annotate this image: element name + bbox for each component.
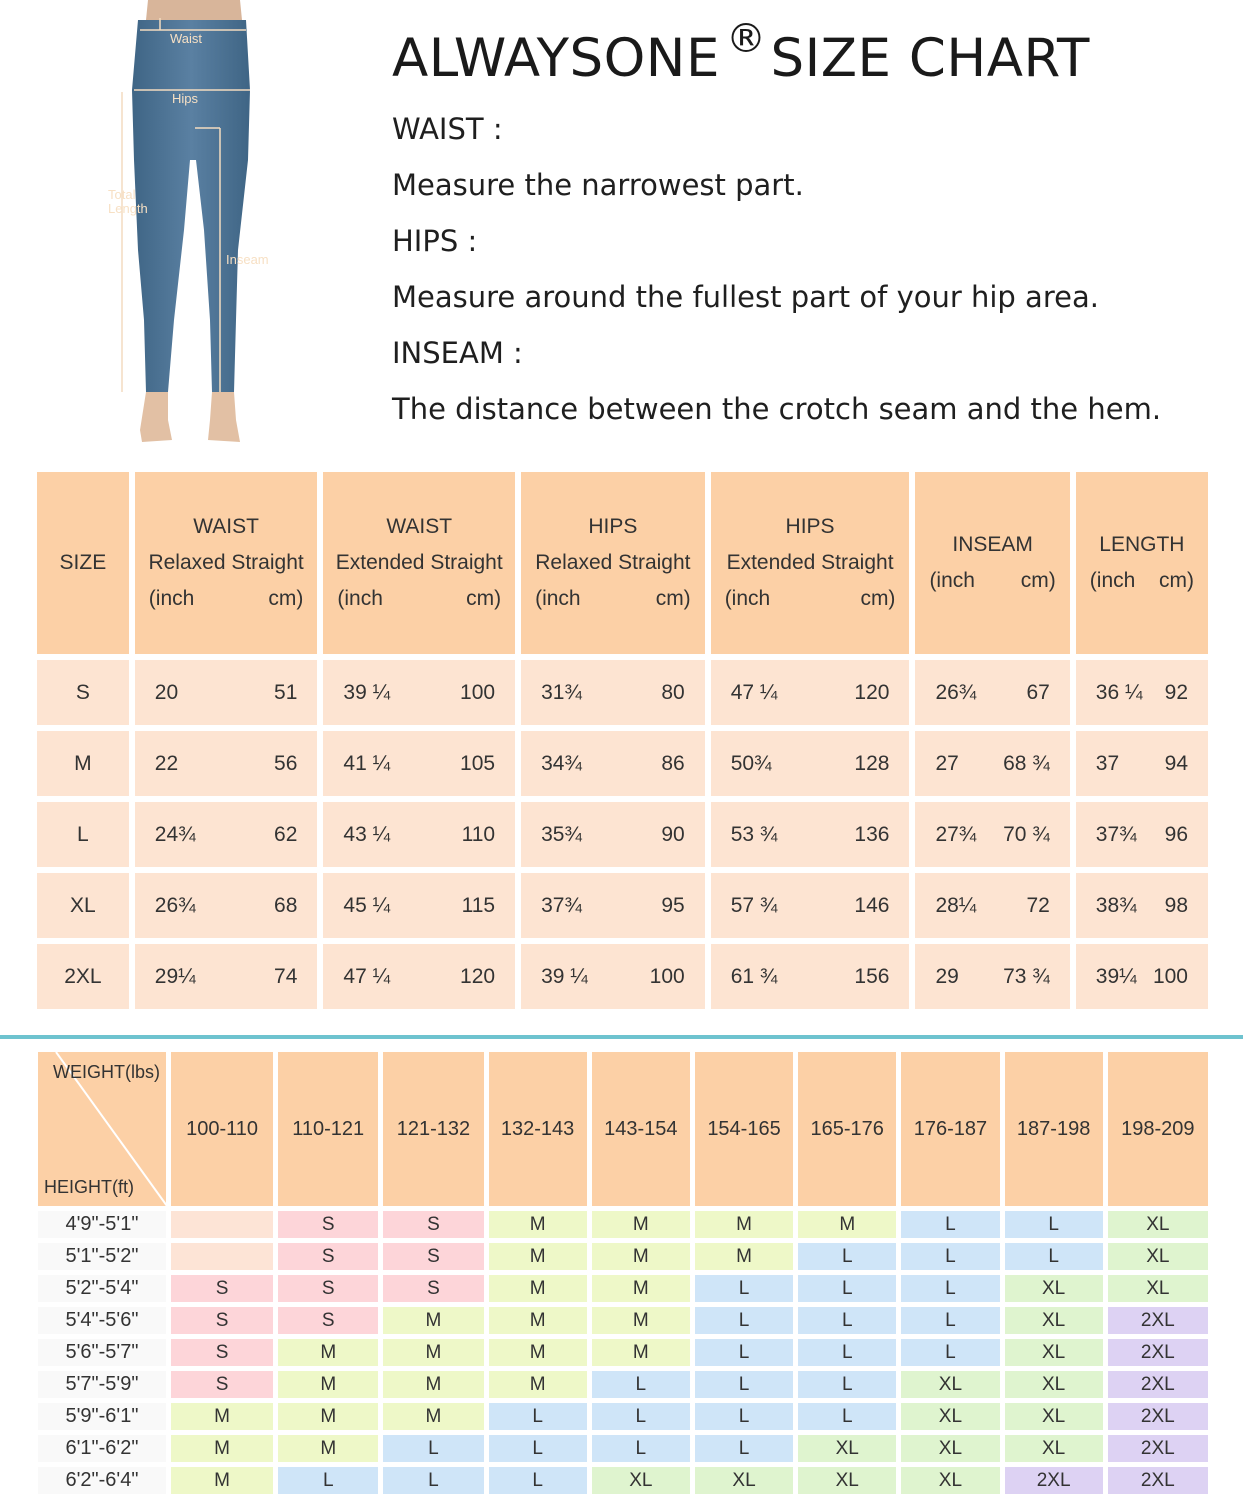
height-label: 5'2"-5'4" <box>38 1275 166 1302</box>
size-recommendation-cell: M <box>489 1243 587 1270</box>
size-recommendation-cell: XL <box>901 1371 999 1398</box>
size-recommendation-cell: XL <box>798 1467 896 1494</box>
inch-value: 29 <box>935 964 959 988</box>
cm-value: 90 <box>661 822 685 846</box>
size-recommendation-cell: L <box>383 1467 483 1494</box>
measurement-row <box>37 731 1208 796</box>
size-recommendation-cell: M <box>278 1339 378 1366</box>
header-waist-relaxed: WAIST Relaxed Straight (inch cm) <box>135 472 318 654</box>
inch-value: 37 <box>1095 751 1120 775</box>
weight-header: 132-143 <box>489 1052 587 1206</box>
cm-value: 110 <box>461 822 496 846</box>
weight-header: 154-165 <box>695 1052 793 1206</box>
measurement-cell <box>711 944 910 1009</box>
height-label: 6'2"-6'4" <box>38 1467 166 1494</box>
weight-header-row <box>38 1052 1208 1206</box>
size-recommendation-cell: XL <box>901 1435 999 1462</box>
measurement-cell <box>323 873 515 938</box>
height-label: 4'9"-5'1" <box>38 1211 166 1238</box>
measurement-cell <box>1076 802 1208 867</box>
cm-value: 74 <box>274 964 298 988</box>
size-recommendation-cell: L <box>383 1435 483 1462</box>
measurement-cell <box>135 873 318 938</box>
hips-label: HIPS : <box>392 224 478 258</box>
cm-value: 68 ¾ <box>1003 751 1050 775</box>
cm-value: 94 <box>1164 751 1188 775</box>
size-recommendation-cell: M <box>695 1211 793 1238</box>
header-length: LENGTH (inch cm) <box>1076 472 1208 654</box>
inch-value: 41 ¼ <box>343 751 391 775</box>
inch-value: 26¾ <box>935 680 977 704</box>
size-recommendation-cell: L <box>695 1371 793 1398</box>
inseam-figure-label: Inseam <box>226 252 269 267</box>
inch-value: 50¾ <box>730 751 772 775</box>
measurement-row <box>37 802 1208 867</box>
inch-value: 29¼ <box>154 964 196 988</box>
inch-value: 36 ¼ <box>1095 680 1143 704</box>
left-foot <box>140 392 172 442</box>
cm-value: 136 <box>854 822 890 846</box>
size-recommendation-cell: L <box>592 1403 690 1430</box>
height-label: 5'4"-5'6" <box>38 1307 166 1334</box>
height-row <box>38 1307 1208 1334</box>
height-row <box>38 1243 1208 1270</box>
size-recommendation-cell: L <box>798 1275 896 1302</box>
height-row <box>38 1371 1208 1398</box>
inch-value: 57 ¾ <box>730 893 778 917</box>
size-recommendation-cell: 2XL <box>1108 1435 1208 1462</box>
weight-header: 143-154 <box>592 1052 690 1206</box>
size-recommendation-cell: S <box>278 1275 378 1302</box>
measurement-table <box>37 472 1208 1022</box>
size-recommendation-cell: XL <box>1005 1371 1103 1398</box>
size-recommendation-cell: M <box>383 1339 483 1366</box>
height-label: 5'7"-5'9" <box>38 1371 166 1398</box>
inch-value: 34¾ <box>541 751 582 775</box>
inch-value: 27 <box>935 751 959 775</box>
size-recommendation-cell: M <box>592 1243 690 1270</box>
size-recommendation-cell: 2XL <box>1108 1307 1208 1334</box>
height-label: 5'1"-5'2" <box>38 1243 166 1270</box>
size-recommendation-cell: M <box>489 1275 587 1302</box>
inch-value: 37¾ <box>541 893 582 917</box>
size-recommendation-cell: L <box>592 1435 690 1462</box>
cm-value: 120 <box>854 680 890 704</box>
cm-value: 86 <box>661 751 685 775</box>
cm-value: 146 <box>854 893 890 917</box>
cm-value: 62 <box>274 822 298 846</box>
size-recommendation-cell: L <box>798 1339 896 1366</box>
size-recommendation-cell: M <box>695 1243 793 1270</box>
size-recommendation-cell: XL <box>1005 1403 1103 1430</box>
size-recommendation-cell: L <box>1005 1243 1103 1270</box>
inch-value: 39¼ <box>1095 964 1137 988</box>
size-recommendation-cell: 2XL <box>1108 1403 1208 1430</box>
size-recommendation-cell: M <box>592 1211 690 1238</box>
right-foot <box>208 392 240 442</box>
cm-value: 115 <box>461 893 496 917</box>
weight-axis-label: WEIGHT(lbs) <box>52 1062 160 1082</box>
inch-value: 38¾ <box>1095 893 1137 917</box>
measurement-row <box>37 944 1208 1009</box>
size-recommendation-cell: XL <box>1005 1275 1103 1302</box>
waist-label: WAIST : <box>392 112 503 146</box>
size-recommendation-cell: L <box>489 1435 587 1462</box>
inch-value: 45 ¼ <box>343 893 391 917</box>
size-recommendation-cell: S <box>383 1275 483 1302</box>
cm-value: 100 <box>1152 964 1188 988</box>
size-recommendation-cell: M <box>278 1435 378 1462</box>
size-recommendation-cell: L <box>798 1371 896 1398</box>
size-recommendation-grid <box>38 1052 1208 1494</box>
size-recommendation-cell: S <box>383 1211 483 1238</box>
inch-value: 47 ¼ <box>343 964 391 988</box>
cm-value: 156 <box>854 964 890 988</box>
waist-figure-label: Waist <box>170 31 203 46</box>
torso-skin <box>146 0 242 20</box>
size-recommendation-cell: S <box>278 1211 378 1238</box>
section-divider <box>0 1035 1243 1039</box>
inch-value: 39 ¼ <box>541 964 588 988</box>
size-recommendation-cell: L <box>901 1307 999 1334</box>
size-recommendation-cell: M <box>171 1467 273 1494</box>
cm-value: 95 <box>661 893 685 917</box>
weight-header: 110-121 <box>278 1052 378 1206</box>
size-recommendation-cell: XL <box>901 1403 999 1430</box>
size-cell: M <box>37 731 129 796</box>
height-label: 6'1"-6'2" <box>38 1435 166 1462</box>
measurement-cell <box>1076 873 1208 938</box>
size-recommendation-cell: M <box>592 1307 690 1334</box>
size-recommendation-cell <box>171 1243 273 1270</box>
measurement-cell <box>323 660 515 725</box>
measurement-cell <box>135 802 318 867</box>
header-hips-extended: HIPS Extended Straight (inch cm) <box>711 472 910 654</box>
inch-value: 43 ¼ <box>343 822 391 846</box>
size-recommendation-cell: M <box>278 1403 378 1430</box>
size-recommendation-cell: XL <box>901 1467 999 1494</box>
measurement-cell <box>323 802 515 867</box>
cm-value: 56 <box>274 751 298 775</box>
weight-header: 165-176 <box>798 1052 896 1206</box>
measurement-cell <box>915 660 1069 725</box>
brand-name: ALWAYSONE <box>392 28 720 89</box>
inseam-instruction: The distance between the crotch seam and the hem. <box>392 392 1162 426</box>
size-recommendation-cell: L <box>695 1435 793 1462</box>
size-recommendation-cell <box>171 1211 273 1238</box>
measurement-cell <box>135 731 318 796</box>
measurement-cell <box>1076 944 1208 1009</box>
size-recommendation-cell: M <box>383 1307 483 1334</box>
size-recommendation-cell: XL <box>592 1467 690 1494</box>
size-recommendation-cell: M <box>489 1211 587 1238</box>
height-row <box>38 1403 1208 1430</box>
size-recommendation-cell: XL <box>695 1467 793 1494</box>
measurement-cell <box>915 944 1069 1009</box>
size-recommendation-cell: L <box>592 1371 690 1398</box>
size-recommendation-cell: L <box>695 1275 793 1302</box>
height-row <box>38 1275 1208 1302</box>
size-recommendation-cell: M <box>592 1339 690 1366</box>
waist-instruction: Measure the narrowest part. <box>392 168 804 202</box>
size-recommendation-cell: 2XL <box>1108 1467 1208 1494</box>
size-recommendation-cell: 2XL <box>1005 1467 1103 1494</box>
inch-value: 47 ¼ <box>730 680 778 704</box>
size-recommendation-cell: M <box>489 1307 587 1334</box>
size-recommendation-cell: M <box>489 1339 587 1366</box>
measurement-cell <box>323 731 515 796</box>
measurement-cell <box>1076 660 1208 725</box>
measurement-cell <box>135 944 318 1009</box>
measurement-cell <box>521 660 705 725</box>
hips-figure-label: Hips <box>172 91 199 106</box>
size-recommendation-cell: L <box>695 1403 793 1430</box>
size-recommendation-cell: XL <box>1108 1243 1208 1270</box>
size-recommendation-cell: S <box>383 1243 483 1270</box>
measurement-cell <box>323 944 515 1009</box>
size-recommendation-cell: M <box>592 1275 690 1302</box>
size-recommendation-cell: L <box>1005 1211 1103 1238</box>
measurement-cell <box>521 944 705 1009</box>
size-recommendation-cell: XL <box>1005 1435 1103 1462</box>
header-size: SIZE <box>37 472 129 654</box>
size-recommendation-cell: S <box>171 1371 273 1398</box>
inch-value: 26¾ <box>154 893 196 917</box>
cm-value: 128 <box>854 751 890 775</box>
size-recommendation-cell: L <box>489 1403 587 1430</box>
size-recommendation-cell: L <box>901 1339 999 1366</box>
size-cell: 2XL <box>37 944 129 1009</box>
cm-value: 80 <box>661 680 685 704</box>
size-recommendation-cell: L <box>278 1467 378 1494</box>
inch-value: 35¾ <box>541 822 582 846</box>
weight-header: 121-132 <box>383 1052 483 1206</box>
header-waist-extended: WAIST Extended Straight (inch cm) <box>323 472 515 654</box>
measurement-header-row <box>37 472 1208 654</box>
size-recommendation-cell: L <box>695 1307 793 1334</box>
weight-header: 176-187 <box>901 1052 999 1206</box>
size-recommendation-cell: XL <box>1108 1211 1208 1238</box>
size-recommendation-cell: L <box>901 1211 999 1238</box>
inch-value: 28¼ <box>935 893 977 917</box>
size-recommendation-cell: 2XL <box>1108 1371 1208 1398</box>
cm-value: 105 <box>460 751 496 775</box>
size-cell: S <box>37 660 129 725</box>
size-recommendation-cell: M <box>171 1403 273 1430</box>
size-recommendation-cell: S <box>171 1275 273 1302</box>
registered-mark: ® <box>725 16 767 62</box>
size-recommendation-cell: M <box>383 1403 483 1430</box>
measurement-cell <box>1076 731 1208 796</box>
size-recommendation-cell: M <box>383 1371 483 1398</box>
size-recommendation-cell: L <box>695 1339 793 1366</box>
height-row <box>38 1435 1208 1462</box>
inch-value: 39 ¼ <box>343 680 391 704</box>
size-cell: XL <box>37 873 129 938</box>
measurement-cell <box>915 873 1069 938</box>
size-recommendation-cell: M <box>171 1435 273 1462</box>
measurement-cell <box>915 731 1069 796</box>
size-recommendation-cell: XL <box>798 1435 896 1462</box>
header-hips-relaxed: HIPS Relaxed Straight (inch cm) <box>521 472 705 654</box>
measurement-cell <box>915 802 1069 867</box>
inseam-label: INSEAM : <box>392 336 523 370</box>
size-recommendation-cell: L <box>901 1275 999 1302</box>
measurement-cell <box>521 873 705 938</box>
weight-header: 187-198 <box>1005 1052 1103 1206</box>
size-recommendation-cell: L <box>901 1243 999 1270</box>
leggings-figure <box>100 0 290 450</box>
inch-value: 24¾ <box>154 822 196 846</box>
measurement-cell <box>521 802 705 867</box>
inch-value: 20 <box>154 680 179 704</box>
cm-value: 100 <box>649 964 685 988</box>
height-label: 5'6"-5'7" <box>38 1339 166 1366</box>
inch-value: 53 ¾ <box>730 822 778 846</box>
measurement-row <box>37 660 1208 725</box>
cm-value: 51 <box>274 680 298 704</box>
size-recommendation-cell: M <box>489 1371 587 1398</box>
cm-value: 72 <box>1026 893 1050 917</box>
size-recommendation-cell: 2XL <box>1108 1339 1208 1366</box>
height-row <box>38 1467 1208 1494</box>
weight-header: 198-209 <box>1108 1052 1208 1206</box>
size-recommendation-cell: S <box>278 1243 378 1270</box>
page-title <box>392 16 1090 89</box>
size-recommendation-cell: M <box>278 1371 378 1398</box>
measurement-row <box>37 873 1208 938</box>
size-recommendation-cell: L <box>798 1403 896 1430</box>
size-cell: L <box>37 802 129 867</box>
inch-value: 37¾ <box>1095 822 1137 846</box>
size-recommendation-cell: XL <box>1005 1307 1103 1334</box>
size-recommendation-cell: XL <box>1108 1275 1208 1302</box>
size-recommendation-cell: L <box>489 1467 587 1494</box>
inch-value: 22 <box>154 751 179 775</box>
height-label: 5'9"-6'1" <box>38 1403 166 1430</box>
cm-value: 68 <box>274 893 298 917</box>
cm-value: 70 ¾ <box>1003 822 1050 846</box>
inch-value: 31¾ <box>541 680 582 704</box>
leggings-illustration <box>100 0 290 450</box>
measurement-cell <box>521 731 705 796</box>
grid-body <box>38 1211 1208 1494</box>
measurement-cell <box>711 802 910 867</box>
size-recommendation-cell: L <box>798 1307 896 1334</box>
inch-value: 61 ¾ <box>730 964 778 988</box>
size-recommendation-cell: M <box>798 1211 896 1238</box>
cm-value: 73 ¾ <box>1003 964 1050 988</box>
size-recommendation-cell: L <box>798 1243 896 1270</box>
measurement-cell <box>711 660 910 725</box>
cm-value: 96 <box>1164 822 1188 846</box>
title-text: SIZE CHART <box>770 28 1090 89</box>
weight-header: 100-110 <box>171 1052 273 1206</box>
header-inseam: INSEAM (inch cm) <box>915 472 1069 654</box>
total-length-figure-label: Total Length <box>108 187 148 216</box>
cm-value: 100 <box>460 680 496 704</box>
size-recommendation-cell: S <box>278 1307 378 1334</box>
measurement-cell <box>711 873 910 938</box>
cm-value: 67 <box>1026 680 1050 704</box>
measurement-cell <box>711 731 910 796</box>
size-recommendation-cell: XL <box>1005 1339 1103 1366</box>
size-recommendation-cell: S <box>171 1307 273 1334</box>
grid-corner-cell <box>38 1052 166 1206</box>
measurement-cell <box>135 660 318 725</box>
cm-value: 92 <box>1164 680 1188 704</box>
cm-value: 120 <box>460 964 496 988</box>
cm-value: 98 <box>1164 893 1188 917</box>
height-row <box>38 1339 1208 1366</box>
height-row <box>38 1211 1208 1238</box>
size-recommendation-cell: S <box>171 1339 273 1366</box>
hips-instruction: Measure around the fullest part of your hip area. <box>392 280 1099 314</box>
height-axis-label: HEIGHT(ft) <box>44 1177 134 1197</box>
inch-value: 27¾ <box>935 822 977 846</box>
